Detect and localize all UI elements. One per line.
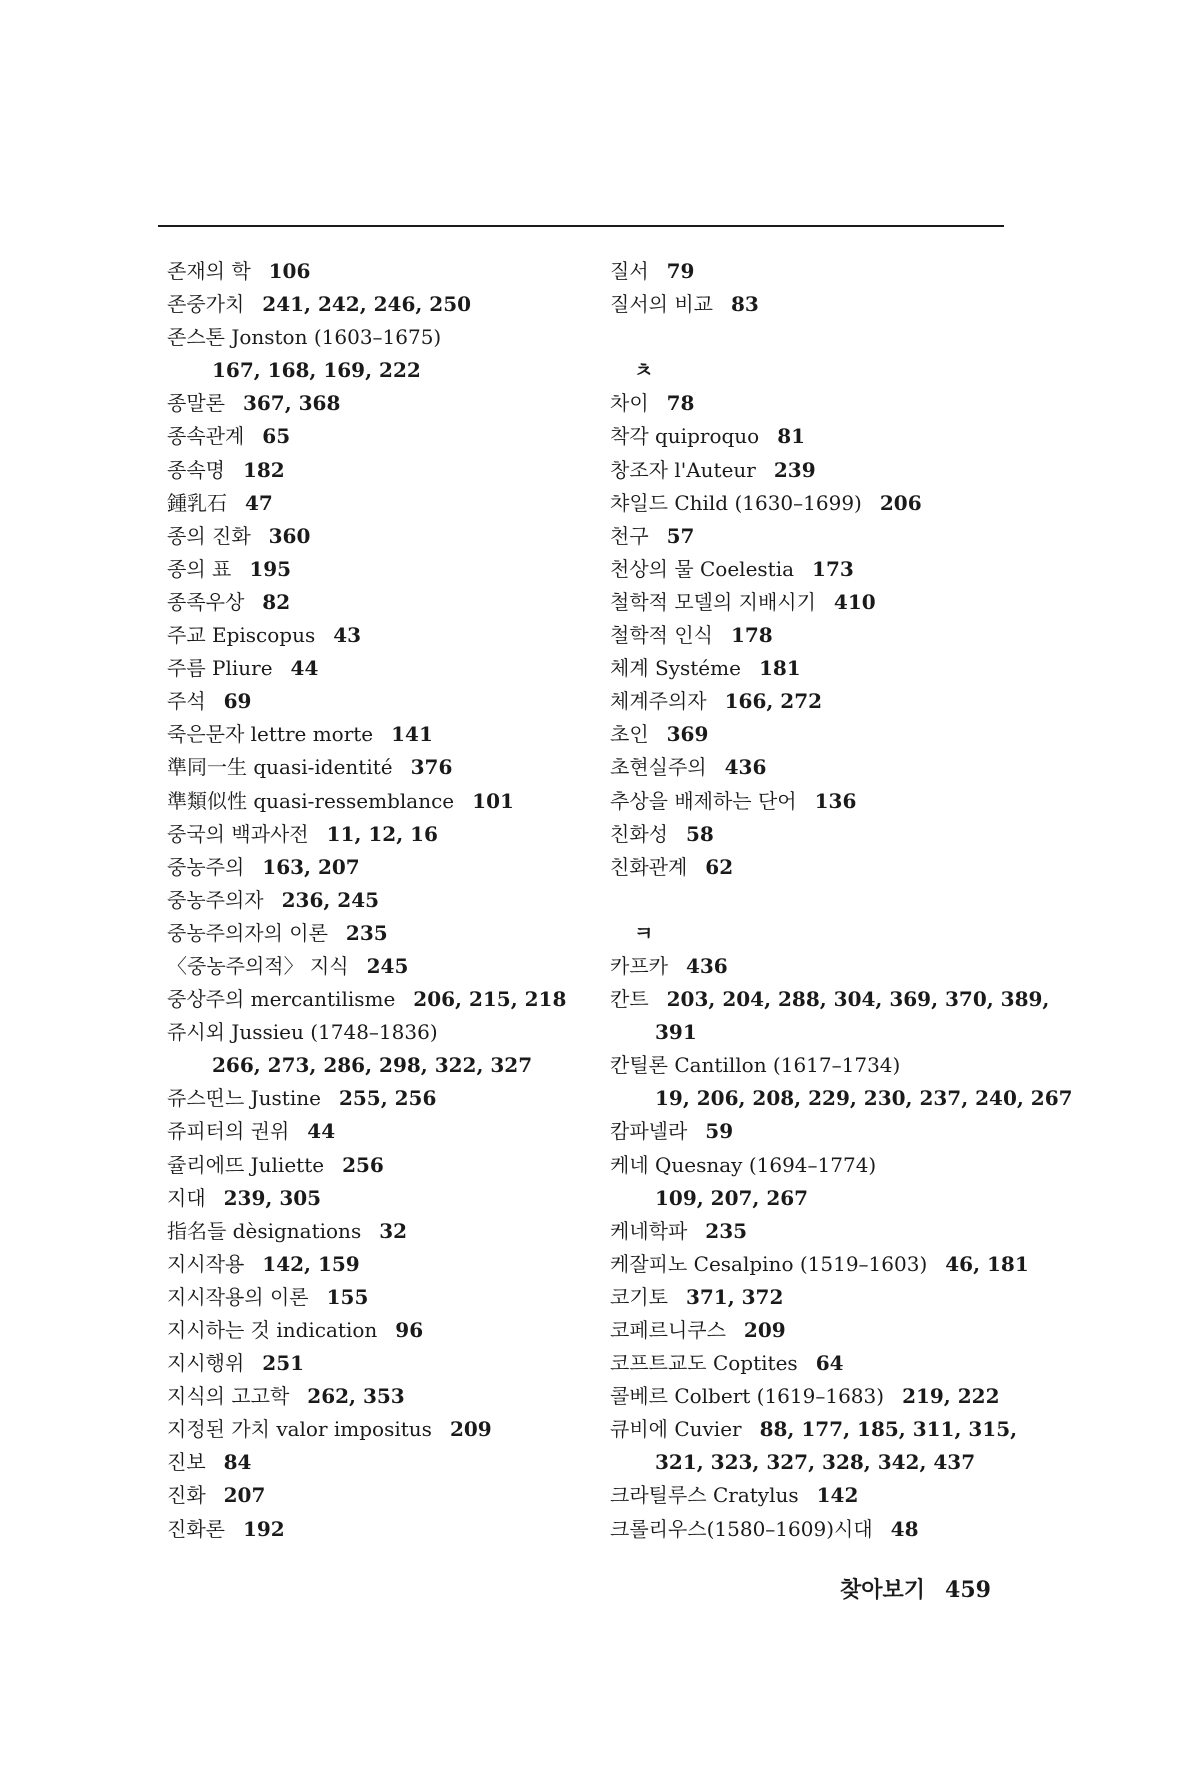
index-term: 중국의 백과사전 xyxy=(167,821,309,846)
page-references: 96 xyxy=(395,1318,424,1342)
index-term: 초인 xyxy=(610,722,649,747)
index-term: 천상의 물 Coelestia xyxy=(610,556,795,581)
index-term: 중농주의자의 이론 xyxy=(167,920,328,945)
index-term: 準類似性 quasi-ressemblance xyxy=(167,788,455,813)
page-references: 376 xyxy=(410,755,453,780)
index-entry xyxy=(610,818,1030,851)
page-references: 64 xyxy=(815,1351,844,1376)
page-references: 235 xyxy=(705,1218,748,1243)
page-references: 62 xyxy=(705,854,734,879)
footer-label: 찾아보기 xyxy=(840,1577,926,1603)
page-references: 236, 245 xyxy=(281,887,380,912)
index-term: 친화성 xyxy=(610,821,668,846)
index-entry xyxy=(610,1016,1030,1049)
index-entry xyxy=(167,1049,587,1082)
page-references: 101 xyxy=(472,788,514,813)
page-references: 266, 273, 286, 298, 322, 327 xyxy=(212,1053,533,1078)
index-entry xyxy=(167,387,587,420)
section-letter: ㅋ xyxy=(634,920,654,945)
page-references: 436 xyxy=(724,755,767,780)
page-references: 106 xyxy=(268,259,311,283)
index-entry xyxy=(167,785,587,818)
index-entry xyxy=(167,619,587,652)
index-term: 추상을 배제하는 단어 xyxy=(610,788,797,813)
page-references: 47 xyxy=(245,490,273,515)
page-references: 142, 159 xyxy=(262,1251,360,1276)
index-entry xyxy=(167,1248,587,1281)
section-heading xyxy=(610,354,1030,387)
index-entry xyxy=(167,553,587,586)
page-references: 239, 305 xyxy=(223,1185,322,1210)
blank-line xyxy=(610,321,1030,354)
index-entry xyxy=(610,454,1030,487)
section-letter: ㅊ xyxy=(634,358,654,383)
index-entry xyxy=(167,1413,587,1446)
page-references: 19, 206, 208, 229, 230, 237, 240, 267 xyxy=(655,1086,1073,1111)
index-entry xyxy=(167,1149,587,1182)
index-term: 칸트 xyxy=(610,987,649,1012)
index-entry xyxy=(167,751,587,784)
page-references: 182 xyxy=(242,457,285,482)
page-references: 48 xyxy=(890,1516,919,1541)
index-entry xyxy=(167,1082,587,1115)
page-references: 391 xyxy=(655,1020,697,1045)
index-term: 코기토 xyxy=(610,1284,668,1309)
page-references: 219, 222 xyxy=(902,1384,1000,1409)
page-references: 82 xyxy=(262,589,291,614)
index-term: 중상주의 mercantilisme xyxy=(167,987,396,1012)
index-entry xyxy=(610,851,1030,884)
index-entry xyxy=(610,420,1030,453)
page-references: 84 xyxy=(223,1450,252,1475)
page-references: 410 xyxy=(833,589,876,614)
index-term: 準同一生 quasi-identité xyxy=(167,755,393,780)
index-term: 크롤리우스(1580–1609)시대 xyxy=(610,1516,873,1541)
page-references: 79 xyxy=(666,259,695,283)
index-term: 케잘피노 Cesalpino (1519–1603) xyxy=(610,1251,928,1276)
index-entry xyxy=(610,387,1030,420)
index-term: 지시행위 xyxy=(167,1351,245,1376)
index-entry xyxy=(610,751,1030,784)
page-references: 88, 177, 185, 311, 315, xyxy=(759,1417,1018,1442)
index-term: 지시작용의 이론 xyxy=(167,1284,309,1309)
index-entry xyxy=(610,785,1030,818)
index-entry xyxy=(610,1049,1030,1082)
index-entry xyxy=(167,1215,587,1248)
index-term: 초현실주의 xyxy=(610,755,707,780)
index-entry xyxy=(167,1115,587,1148)
page-references: 245 xyxy=(366,953,409,978)
page-references: 241, 242, 246, 250 xyxy=(262,292,472,317)
index-entry xyxy=(167,1479,587,1512)
index-entry xyxy=(610,1248,1030,1281)
top-rule xyxy=(158,225,1004,227)
section-heading xyxy=(610,917,1030,950)
index-entry xyxy=(167,983,587,1016)
page-references: 43 xyxy=(333,623,362,648)
index-term: 종의 진화 xyxy=(167,523,251,548)
index-term: 주교 Episcopus xyxy=(167,623,316,648)
index-term: 코프트교도 Coptites xyxy=(610,1351,798,1376)
index-entry xyxy=(610,950,1030,983)
blank-line xyxy=(610,884,1030,917)
index-entry xyxy=(610,1513,1030,1546)
index-entry xyxy=(610,983,1050,1016)
index-term: 존중가치 xyxy=(167,292,245,317)
index-term: 주석 xyxy=(167,689,206,714)
index-column-left xyxy=(167,255,587,1546)
index-term: 케네 Quesnay (1694–1774) xyxy=(610,1152,877,1177)
index-entry xyxy=(167,321,587,354)
page-references: 369 xyxy=(666,722,709,747)
index-term: 지식의 고고학 xyxy=(167,1384,290,1409)
index-term: 질서 xyxy=(610,259,649,283)
index-entry xyxy=(167,818,587,851)
index-term: 죽은문자 lettre morte xyxy=(167,722,374,747)
index-term: 〈중농주의적〉 지식 xyxy=(167,953,349,978)
page-references: 239 xyxy=(773,457,816,482)
index-term: 질서의 비교 xyxy=(610,292,713,317)
index-entry xyxy=(610,487,1030,520)
index-entry xyxy=(167,520,587,553)
index-entry xyxy=(610,1413,1030,1446)
page-references: 255, 256 xyxy=(338,1086,437,1111)
page-references: 11, 12, 16 xyxy=(326,821,438,846)
index-entry xyxy=(610,1281,1030,1314)
page-references: 203, 204, 288, 304, 369, 370, 389, xyxy=(666,987,1050,1012)
page-references: 207 xyxy=(223,1483,266,1508)
index-entry xyxy=(167,1182,587,1215)
index-entry xyxy=(610,1479,1030,1512)
page-references: 173 xyxy=(812,556,854,581)
page-references: 166, 272 xyxy=(724,689,823,714)
index-term: 진보 xyxy=(167,1450,206,1475)
index-entry xyxy=(167,652,587,685)
index-term: 쥬스띤느 Justine xyxy=(167,1086,321,1111)
index-term: 鍾乳石 xyxy=(167,490,227,515)
index-term: 케네학파 xyxy=(610,1218,688,1243)
page-references: 59 xyxy=(705,1119,734,1144)
index-entry xyxy=(167,1016,587,1049)
index-entry xyxy=(610,255,1030,288)
index-entry xyxy=(610,1215,1030,1248)
index-entry xyxy=(167,586,587,619)
index-entry xyxy=(610,718,1030,751)
index-entry xyxy=(610,1446,1030,1479)
index-entry xyxy=(610,553,1030,586)
index-term: 카프카 xyxy=(610,953,668,978)
page-references: 155 xyxy=(326,1284,369,1309)
index-entry xyxy=(167,917,587,950)
index-term: 지정된 가치 valor impositus xyxy=(167,1417,432,1442)
index-entry xyxy=(610,1314,1030,1347)
index-term: 존스톤 Jonston (1603–1675) xyxy=(167,325,442,350)
index-entry xyxy=(167,420,587,453)
index-term: 크라틸루스 Cratylus xyxy=(610,1483,799,1508)
index-term: 천구 xyxy=(610,523,649,548)
index-term: 종족우상 xyxy=(167,589,245,614)
index-term: 콜베르 Colbert (1619–1683) xyxy=(610,1384,885,1409)
index-term: 코페르니쿠스 xyxy=(610,1318,726,1342)
index-entry xyxy=(610,652,1030,685)
page-references: 58 xyxy=(685,821,714,846)
page-references: 206, 215, 218 xyxy=(413,987,567,1012)
index-entry xyxy=(167,1446,587,1479)
index-entry xyxy=(167,851,587,884)
index-term: 指名들 dèsignations xyxy=(167,1218,362,1243)
index-term: 챠일드 Child (1630–1699) xyxy=(610,490,862,515)
index-term: 쥬시외 Jussieu (1748–1836) xyxy=(167,1020,438,1045)
index-term: 중농주의자 xyxy=(167,887,264,912)
index-term: 종의 표 xyxy=(167,556,232,581)
index-entry xyxy=(167,1347,587,1380)
page-references: 167, 168, 169, 222 xyxy=(212,358,421,383)
index-term: 큐비에 Cuvier xyxy=(610,1417,742,1442)
page-footer xyxy=(840,1573,991,1604)
index-term: 캄파넬라 xyxy=(610,1119,688,1144)
index-term: 쥴리에뜨 Juliette xyxy=(167,1152,325,1177)
index-entry xyxy=(610,1380,1030,1413)
page-references: 65 xyxy=(262,424,291,449)
index-term: 창조자 l'Auteur xyxy=(610,457,756,482)
page-references: 195 xyxy=(249,556,292,581)
index-entry xyxy=(167,718,587,751)
index-term: 종말론 xyxy=(167,391,225,416)
index-entry xyxy=(167,255,587,288)
index-entry xyxy=(610,1149,1030,1182)
index-entry xyxy=(167,454,587,487)
page-references: 321, 323, 327, 328, 342, 437 xyxy=(655,1450,976,1475)
index-term: 친화관계 xyxy=(610,854,688,879)
index-entry xyxy=(610,1347,1030,1380)
page-references: 235 xyxy=(345,920,388,945)
index-entry xyxy=(167,685,587,718)
page-references: 83 xyxy=(730,292,759,317)
page-references: 163, 207 xyxy=(262,854,360,879)
page-references: 209 xyxy=(449,1417,492,1442)
page-references: 436 xyxy=(685,953,728,978)
index-term: 존재의 학 xyxy=(167,259,251,283)
index-entry xyxy=(610,520,1030,553)
index-term: 체계주의자 xyxy=(610,689,707,714)
page-references: 251 xyxy=(262,1351,305,1376)
index-entry xyxy=(167,1380,587,1413)
index-term: 지시하는 것 indication xyxy=(167,1318,378,1342)
page-references: 81 xyxy=(777,424,806,449)
index-entry xyxy=(167,1513,587,1546)
page-references: 44 xyxy=(307,1119,336,1144)
index-term: 철학적 모델의 지배시기 xyxy=(610,589,816,614)
page-references: 46, 181 xyxy=(945,1251,1029,1276)
page-references: 44 xyxy=(290,656,319,681)
index-term: 진화론 xyxy=(167,1516,225,1541)
index-entry xyxy=(167,1281,587,1314)
page-references: 141 xyxy=(391,722,433,747)
index-entry xyxy=(610,586,1030,619)
index-entry xyxy=(610,288,1030,321)
index-term: 쥬피터의 권위 xyxy=(167,1119,290,1144)
index-term: 착각 quiproquo xyxy=(610,424,760,449)
page-references: 256 xyxy=(342,1152,384,1177)
index-entry xyxy=(167,288,587,321)
page-references: 57 xyxy=(666,523,695,548)
index-entry xyxy=(610,1082,1073,1115)
index-term: 체계 Systéme xyxy=(610,656,741,681)
index-entry xyxy=(167,487,587,520)
page-number: 459 xyxy=(945,1577,991,1603)
page-references: 181 xyxy=(758,656,801,681)
page-references: 262, 353 xyxy=(307,1384,405,1409)
index-entry xyxy=(610,685,1030,718)
page-references: 142 xyxy=(816,1483,859,1508)
index-entry xyxy=(167,354,587,387)
page-references: 367, 368 xyxy=(242,391,341,416)
page-references: 178 xyxy=(730,623,773,648)
index-entry xyxy=(167,884,587,917)
page-references: 192 xyxy=(242,1516,285,1541)
index-term: 종속명 xyxy=(167,457,225,482)
page-references: 371, 372 xyxy=(685,1284,784,1309)
page-references: 109, 207, 267 xyxy=(655,1185,809,1210)
index-entry xyxy=(610,1115,1030,1148)
index-term: 진화 xyxy=(167,1483,206,1508)
index-entry xyxy=(167,1314,587,1347)
index-term: 철학적 인식 xyxy=(610,623,713,648)
page-references: 69 xyxy=(223,689,252,714)
index-term: 칸틸론 Cantillon (1617–1734) xyxy=(610,1053,901,1078)
index-term: 중농주의 xyxy=(167,854,245,879)
page-references: 78 xyxy=(666,391,695,416)
page-references: 206 xyxy=(879,490,922,515)
index-entry xyxy=(610,619,1030,652)
index-term: 종속관계 xyxy=(167,424,245,449)
page-references: 32 xyxy=(379,1218,408,1243)
index-term: 지대 xyxy=(167,1185,206,1210)
index-term: 차이 xyxy=(610,391,649,416)
page-references: 209 xyxy=(743,1318,786,1342)
index-term: 주름 Pliure xyxy=(167,656,273,681)
index-column-right xyxy=(610,255,1073,1546)
index-entry xyxy=(610,1182,1030,1215)
index-entry xyxy=(167,950,587,983)
page-references: 136 xyxy=(814,788,857,813)
page-references: 360 xyxy=(268,523,311,548)
index-term: 지시작용 xyxy=(167,1251,245,1276)
